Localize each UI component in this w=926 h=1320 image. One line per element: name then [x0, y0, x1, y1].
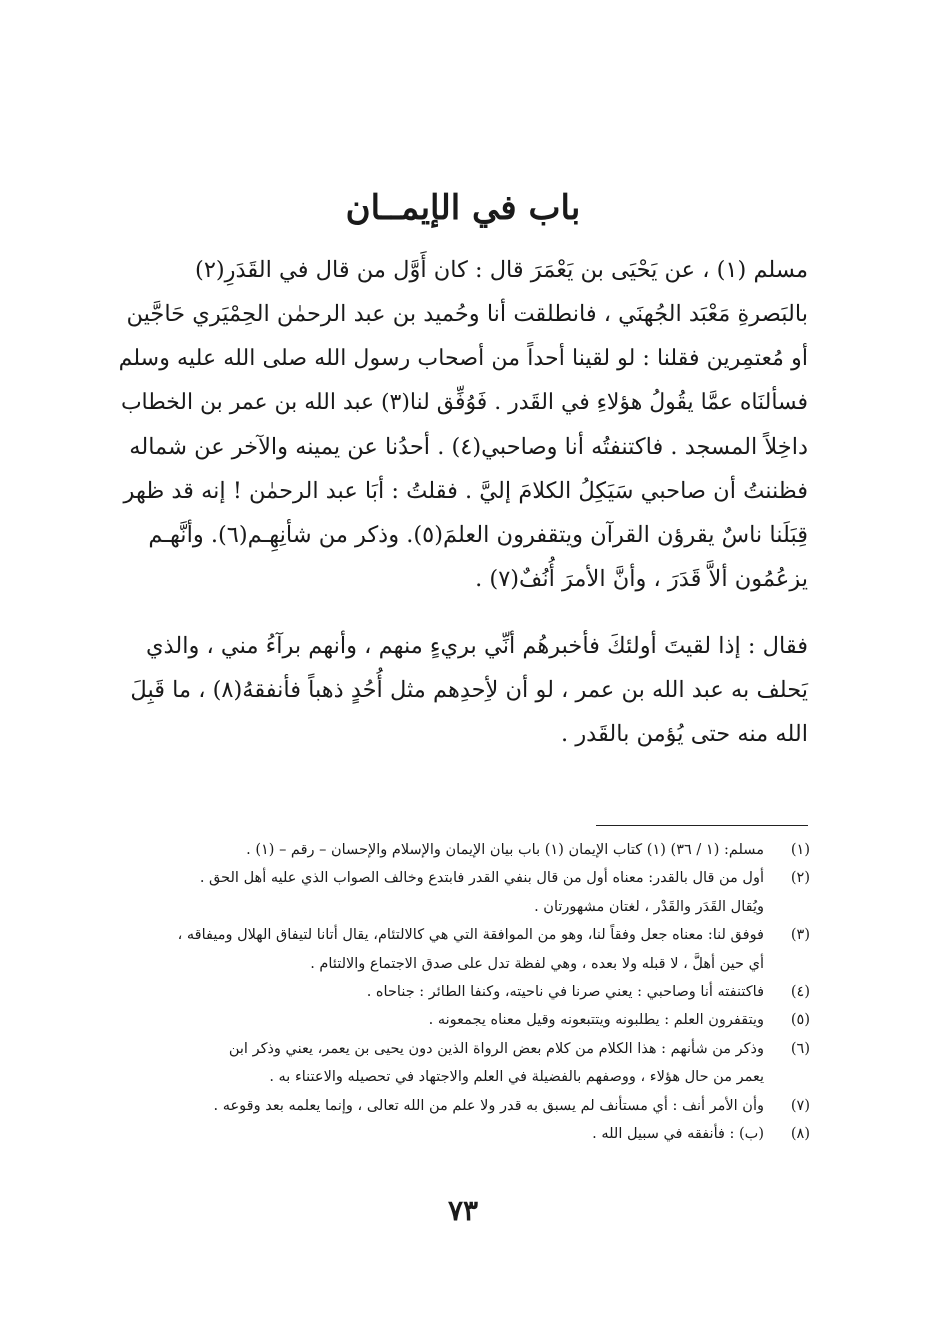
footnote-line: (ب) : فأنفقه في سبيل الله . — [592, 1126, 764, 1143]
footnote-text — [112, 1035, 764, 1092]
text-line: فسألنَاه عمَّا يقُولُ هؤلاءِ في القَدر . فَوُفِّق لنا(٣) عبد الله بن عمر بن الخطاب — [120, 389, 808, 415]
footnote-line: ويُقال القَدَر والقَدْر ، لغتان مشهورتان . — [534, 898, 764, 915]
text-line: يزعُمُون ألاَّ قَدَرَ ، وأنَّ الأمرَ أُنُفٌ(٧) . — [475, 566, 808, 593]
text-line: فقال : إذا لقيتَ أولئكَ فأخبرهُم أنِّي بريءٍ منهم ، وأنهم برآءُ مني ، والذي — [145, 632, 808, 659]
footnote-number: (٦) — [790, 1040, 810, 1057]
footnote-text — [112, 1092, 764, 1120]
text-line: الله منه حتى يُؤمن بالقَدر . — [561, 721, 808, 748]
footnote-2 — [112, 864, 810, 921]
text-line: فظننتُ أن صاحبي سَيَكِلُ الكلامَ إليَّ . فقلتُ : أبَا عبد الرحمٰن ! إنه قد ظهر — [123, 478, 808, 505]
page-number: ٧٣ — [447, 1194, 479, 1227]
footnote-text — [112, 1006, 764, 1034]
footnote-line: يعمر من حال هؤلاء ، ووصفهم بالفضيلة في العلم والاجتهاد في تحصيله والاعتناء به . — [269, 1069, 764, 1086]
footnote-1 — [112, 836, 810, 864]
text-line: مسلم (١) ، عن يَحْيَى بن يَعْمَرَ قال : كان أَوَّل من قال في القَدَرِ(٢) — [195, 257, 808, 283]
footnote-text — [112, 921, 764, 978]
footnote-3 — [112, 921, 810, 978]
footnote-text — [112, 836, 764, 864]
paragraph-2 — [118, 624, 808, 757]
footnote-number: (٨) — [790, 1126, 810, 1143]
main-text — [118, 248, 808, 756]
footnote-text — [112, 1120, 764, 1148]
footnote-line: مسلم: (١ / ٣٦) (١) كتاب الإيمان (١) باب بيان الإيمان والإسلام والإحسان – رقم – (١) . — [246, 842, 764, 858]
footnote-line: فوفق لنا: معناه جعل وفقاً لنا، وهو من الموافقة التي هي كالالتئام، يقال أتانا لتيفاق الهلال وميفاقه ، — [177, 927, 764, 944]
footnote-divider — [596, 825, 808, 826]
footnote-text — [112, 864, 764, 921]
footnote-line: فاكتنفته أنا وصاحبي : يعني صرنا في ناحيته، وكنفا الطائر : جناحاه . — [366, 984, 764, 1001]
footnote-number: (١) — [790, 842, 810, 858]
footnote-line: أول من قال بالقدر: معناه أول من قال بنفي القدر فابتدع وخالف الصواب الذي عليه أهل الحق . — [199, 870, 764, 887]
footnotes — [112, 836, 810, 1148]
footnote-text — [112, 978, 764, 1006]
text-line: بالبَصرةِ مَعْبَد الجُهنَي ، فانطلقت أنا وحُميد بن عبد الرحمٰن الحِمْيَري حَاجَّين — [126, 301, 808, 328]
footnote-number: (٣) — [790, 927, 810, 944]
footnote-number: (٢) — [790, 870, 810, 887]
text-line: أو مُعتمِرين فقلنا : لو لقينا أحداً من أصحاب رسول الله صلى الله عليه وسلم — [118, 345, 808, 372]
footnote-number: (٥) — [790, 1012, 810, 1029]
footnote-8 — [112, 1120, 810, 1148]
footnote-line: أي حين أهلَّ ، لا قبله ولا بعده ، وهي لفظة تدل على صدق الاجتماع والالتئام . — [310, 955, 764, 972]
footnote-number: (٧) — [790, 1097, 810, 1114]
footnote-7 — [112, 1092, 810, 1120]
footnote-5 — [112, 1006, 810, 1034]
text-line: داخِلاً المسجد . فاكتنفتُه أنا وصاحبي(٤) . أحدُنا عن يمينه والآخر عن شماله — [129, 433, 808, 460]
text-line: يَحلف به عبد الله بن عمر ، لو أن لأِحدِهم مثل أُحُدٍ ذهباً فأنفقهُ(٨) ، ما قَبِلَ — [130, 676, 808, 703]
footnote-number: (٤) — [790, 984, 810, 1001]
footnote-line: وأن الأمر أنف : أي مستأنف لم يسبق به قدر ولا علم من الله تعالى ، وإنما يعلمه بعد وقوعه . — [213, 1097, 764, 1114]
chapter-title: باب في الإيمــان — [345, 188, 581, 228]
paragraph-1 — [118, 248, 808, 602]
text-line: قِبَلَنا ناسٌ يقرؤن القرآن ويتقفرون العلمَ(٥). وذكر من شأنِهِـم(٦). وأنَّهـم — [148, 522, 808, 549]
footnote-line: ويتقفرون العلم : يطلبونه ويتتبعونه وقيل معناه يجمعونه . — [428, 1012, 764, 1029]
footnote-line: وذكر من شأنهم : هذا الكلام من كلام بعض الرواة الذين دون يحيى بن يعمر، يعني وذكر ابن — [228, 1040, 764, 1057]
footnote-6 — [112, 1035, 810, 1092]
footnote-4 — [112, 978, 810, 1006]
